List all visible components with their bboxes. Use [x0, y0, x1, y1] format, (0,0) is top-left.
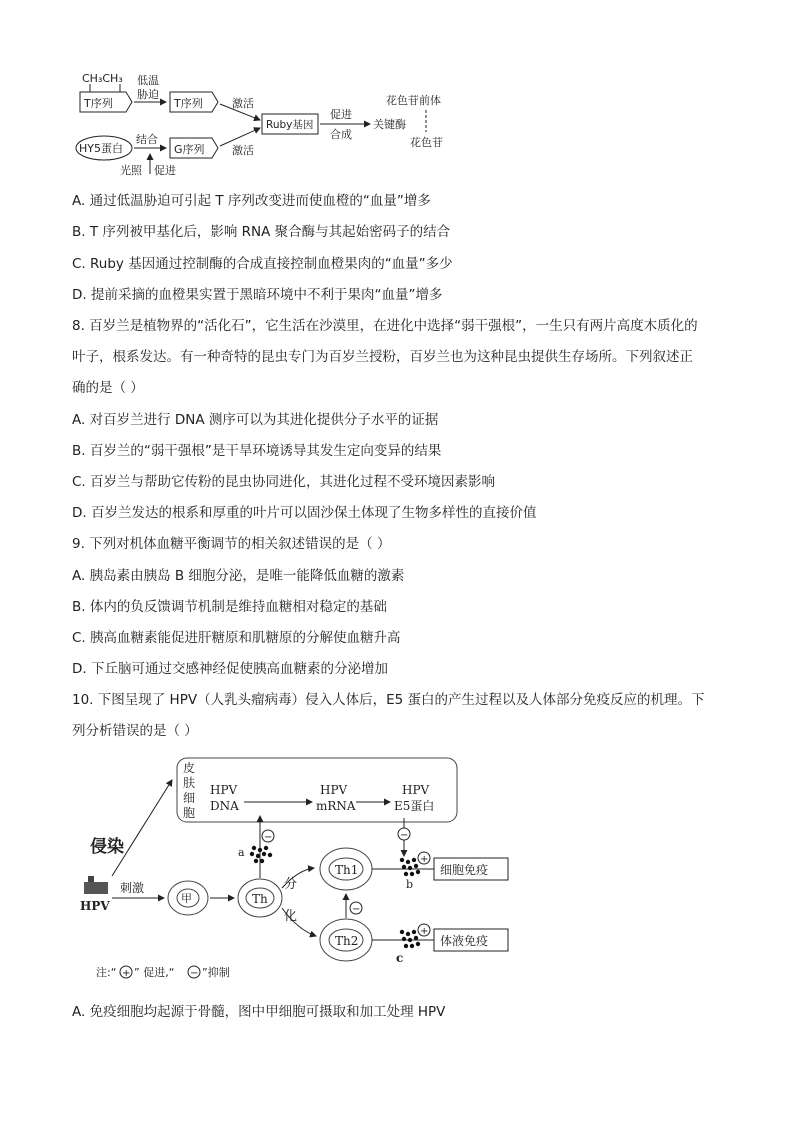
- differentiate-label: 分: [284, 877, 298, 892]
- molecule-b-dots: [400, 858, 420, 876]
- q7-option-a: A. 通过低温胁迫可引起 T 序列改变进而使血橙的“血量”增多: [72, 193, 431, 209]
- q7-option-c: C. Ruby 基因通过控制酶的合成直接控制血橙果肉的“血量”多少: [72, 256, 453, 272]
- th2-cell: [320, 919, 372, 961]
- svg-text:” 促进,“: ” 促进,“: [134, 966, 175, 979]
- q9-option-b: B. 体内的负反馈调节机制是维持血糖相对稳定的基础: [72, 599, 387, 615]
- q7-option-d: D. 提前采摘的血橙果实置于黑暗环境中不利于果肉“血量”增多: [72, 287, 443, 303]
- q8-option-a: A. 对百岁兰进行 DNA 测序可以为其进化提供分子水平的证据: [72, 412, 439, 428]
- promote-label: 促进: [154, 164, 176, 177]
- q10-stem-line-1: 10. 下图呈现了 HPV（人乳头瘤病毒）侵入人体后，E5 蛋白的产生过程以及人体部分免疫反应的机理。下: [72, 692, 705, 708]
- q8-stem-line-3: 确的是（ ）: [72, 380, 144, 396]
- g-sequence-box: [170, 138, 218, 158]
- hy5-protein-oval: [76, 136, 132, 160]
- svg-text:+: +: [122, 968, 131, 979]
- q9-option-c: C. 胰高血糖素能促进肝糖原和肌糖原的分解使血糖升高: [72, 630, 401, 646]
- svg-text:G序列: G序列: [174, 143, 205, 156]
- label-a: a: [238, 846, 245, 859]
- label-b: b: [406, 878, 414, 891]
- ruby-gene-box: [262, 114, 318, 134]
- q8-option-d: D. 百岁兰发达的根系和厚重的叶片可以固沙保土体现了生物多样性的直接价值: [72, 505, 537, 521]
- hpv-virus-icon: [84, 876, 108, 894]
- activate-label-2: 激活: [232, 144, 254, 157]
- key-enzyme-label: 关键酶: [373, 118, 406, 131]
- q8-stem-line-1: 8. 百岁兰是植物界的“活化石”，它生活在沙漠里，在进化中选择“弱干强根”，一生只有两片高度木质化的: [72, 318, 698, 334]
- legend-note: [96, 965, 230, 979]
- svg-text:+: +: [420, 926, 429, 937]
- hpv-dna-label: HPV: [210, 783, 238, 797]
- differentiate-label-2: 化: [284, 909, 298, 924]
- q8-option-c: C. 百岁兰与帮助它传粉的昆虫协同进化，其进化过程不受环境因素影响: [72, 474, 496, 490]
- light-label: 光照: [120, 164, 142, 177]
- svg-text:−: −: [264, 832, 273, 843]
- svg-text:”抑制: ”抑制: [202, 966, 230, 979]
- svg-text:T序列: T序列: [174, 97, 203, 110]
- inhibit-symbol-e5: [398, 828, 410, 841]
- cell-immunity-box: [434, 858, 508, 880]
- promote-synthesis-label: 促进: [330, 108, 352, 121]
- svg-text:注:“: 注:“: [96, 966, 117, 979]
- svg-text:Ruby基因: Ruby基因: [266, 119, 314, 131]
- molecule-a-dots: [250, 846, 272, 863]
- inhibit-symbol-a: [262, 830, 274, 843]
- hpv-e5-protein-label-2: E5蛋白: [394, 799, 435, 813]
- hpv-mrna-label-2: mRNA: [316, 799, 356, 813]
- label-c: c: [396, 951, 404, 965]
- hpv-mrna-label: HPV: [320, 783, 348, 797]
- anthocyanin-precursor-label: 花色苷前体: [386, 94, 441, 107]
- low-temp-stress-label: 低温: [137, 74, 159, 87]
- svg-text:体液免疫: 体液免疫: [440, 934, 489, 948]
- q7-option-b: B. T 序列被甲基化后，影响 RNA 聚合酶与其起始密码子的结合: [72, 224, 451, 240]
- svg-text:T序列: T序列: [84, 97, 113, 110]
- hpv-e5-protein-label: HPV: [402, 783, 430, 797]
- methyl-group-label: CH₃CH₃: [82, 72, 123, 85]
- svg-text:+: +: [420, 854, 429, 865]
- promote-synthesis-label-2: 合成: [330, 128, 352, 141]
- svg-text:Th2: Th2: [335, 934, 359, 948]
- q8-stem-line-2: 叶子，根系发达。有一种奇特的昆虫专门为百岁兰授粉，百岁兰也为这种昆虫提供生存场所。下列叙述正: [72, 349, 693, 365]
- t-sequence-box: [80, 92, 132, 112]
- stimulate-label: 刺激: [120, 881, 145, 895]
- hpv-label: HPV: [80, 899, 110, 913]
- hpv-dna-label-2: DNA: [210, 799, 239, 813]
- promote-symbol-b: [418, 852, 430, 865]
- ruby-gene-regulation-diagram: [70, 62, 470, 180]
- svg-text:−: −: [400, 830, 409, 841]
- th1-cell: [320, 848, 372, 890]
- low-temp-stress-label-2: 胁迫: [137, 88, 159, 101]
- humoral-immunity-box: [434, 929, 508, 951]
- bind-label: 结合: [136, 133, 158, 146]
- anthocyanin-label: 花色苷: [410, 136, 443, 149]
- q9-option-d: D. 下丘脑可通过交感神经促使胰高血糖素的分泌增加: [72, 661, 388, 677]
- th-cell: [238, 879, 282, 917]
- promote-symbol-c: [418, 924, 430, 937]
- molecule-c-dots: [400, 930, 420, 948]
- jia-cell: [168, 881, 208, 915]
- svg-text:胞: 胞: [183, 806, 196, 820]
- svg-text:HY5蛋白: HY5蛋白: [79, 142, 123, 155]
- svg-text:细胞免疫: 细胞免疫: [440, 863, 489, 877]
- infect-label: 侵染: [90, 837, 124, 857]
- svg-text:肤: 肤: [183, 776, 196, 790]
- hpv-immune-response-diagram: [72, 752, 532, 987]
- svg-text:甲: 甲: [181, 892, 192, 905]
- q8-option-b: B. 百岁兰的“弱干强根”是干旱环境诱导其发生定向变异的结果: [72, 443, 442, 459]
- activate-label-1: 激活: [232, 97, 254, 110]
- svg-text:皮: 皮: [183, 761, 196, 775]
- inhibit-symbol-th2: [350, 902, 362, 915]
- q10-option-a: A. 免疫细胞均起源于骨髓，图中甲细胞可摄取和加工处理 HPV: [72, 1004, 446, 1020]
- q9-option-a: A. 胰岛素由胰岛 B 细胞分泌，是唯一能降低血糖的激素: [72, 568, 405, 584]
- svg-text:−: −: [190, 968, 199, 979]
- svg-text:细: 细: [183, 791, 196, 805]
- t-sequence-box-2: [170, 92, 218, 112]
- svg-text:−: −: [352, 904, 361, 915]
- svg-text:Th1: Th1: [335, 863, 359, 877]
- q9-stem: 9. 下列对机体血糖平衡调节的相关叙述错误的是（ ）: [72, 536, 391, 552]
- svg-text:Th: Th: [252, 892, 268, 906]
- q10-stem-line-2: 列分析错误的是（ ）: [72, 723, 198, 739]
